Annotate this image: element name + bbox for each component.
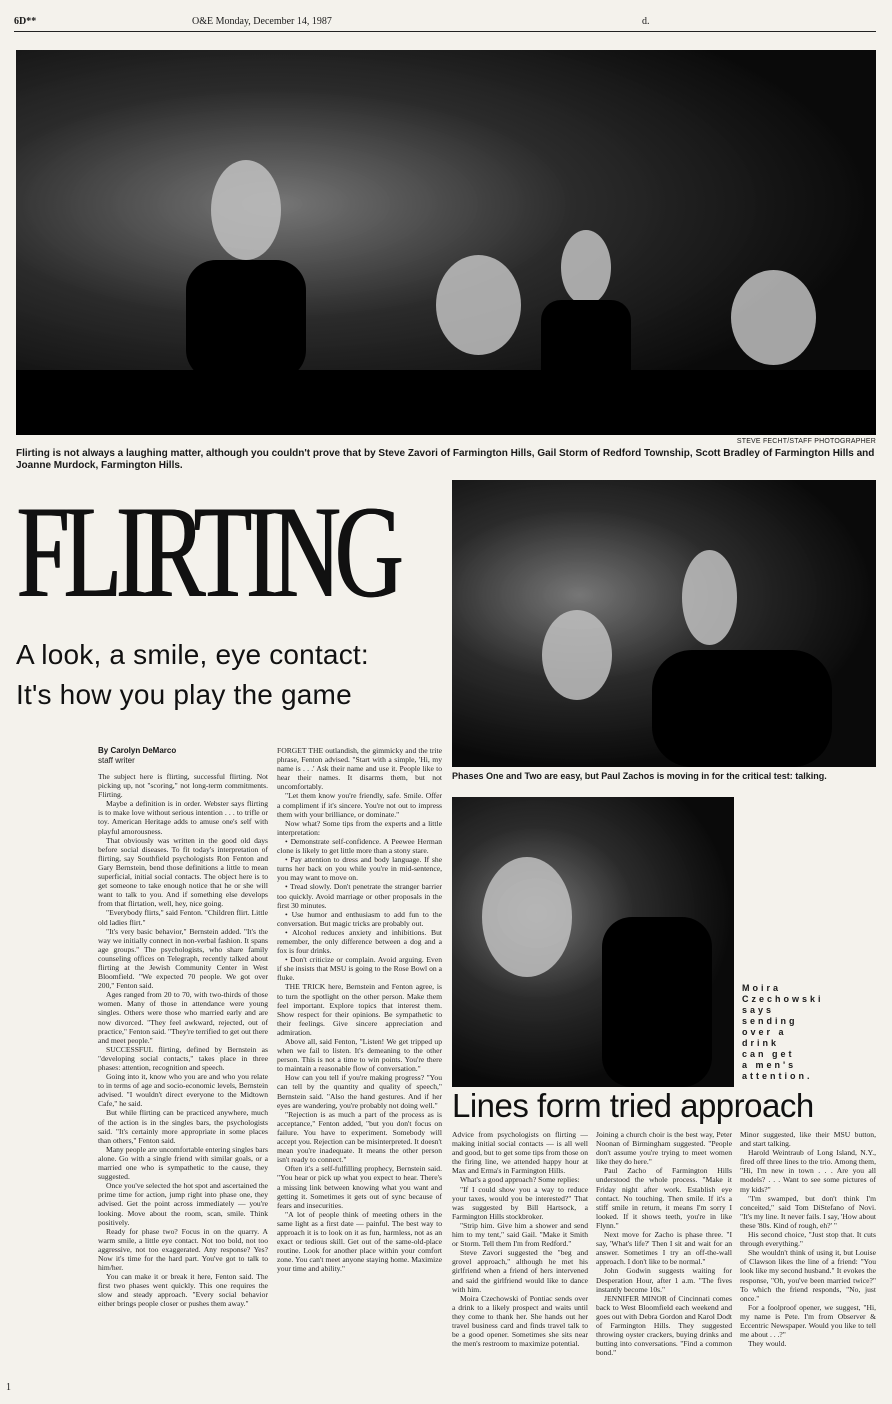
headline-deck-2: It's how you play the game — [16, 679, 352, 710]
article-paragraph: Joining a church choir is the best way, Peter Noonan of Birmingham suggested. "People don't assume you're trying to meet women like they do here." — [596, 1130, 732, 1167]
article-paragraph: "A lot of people think of meeting others in the same light as a first date — painful. The best way to approach it is to look on it as fun, harmless, not as an exact or tedious skill. Get out of the same-old-place routine. Look for another place within your comfort zone. You can't meet anyone staying home. Maximize your time and ability." — [277, 1209, 442, 1274]
headline-deck-1: A look, a smile, eye contact: — [16, 639, 369, 670]
byline — [98, 746, 268, 766]
article-paragraph: Advice from psychologists on flirting — making initial social contacts — is all well and good, but to get some tips from those on the firing line, we attended happy hour at Max and Erma's in Farmington Hills. — [452, 1130, 588, 1176]
date-line: O&E Monday, December 14, 1987 — [192, 16, 332, 27]
article-paragraph: Going into it, know who you are and who you relate to in terms of age and socio-economic levels, Bernstein advised. "I wouldn't direct everyone to the Midtown Cafe," he said. — [98, 1072, 268, 1109]
right-photo-caption: Phases One and Two are easy, but Paul Zachos is moving in for the critical test: talking. — [452, 771, 827, 781]
moira-photo — [452, 797, 734, 1087]
sidebar-column-1 — [452, 1130, 588, 1387]
article-paragraph: For a foolproof opener, we suggest, "Hi, my name is Pete. I'm from Observer & Eccentric Newspaper. Would you like to tell me about . . .?" — [740, 1302, 876, 1340]
article-paragraph: How can you tell if you're making progress? "You can tell by the quantity and quality of speech," Bernstein said. "Also the hand gestures. And if her eyes are wandering, you're probably not doing well." — [277, 1073, 442, 1110]
page-mark: d. — [642, 16, 650, 27]
article-paragraph: THE TRICK here, Bernstein and Fenton agree, is to turn the spotlight on the other person. Make them feel important. Explore topics that interest them. Show respect for their opinions. Be sympathetic to their feelings. Give sincere appreciation and admiration. — [277, 982, 442, 1037]
headline-title: FLIRTING — [16, 478, 398, 625]
top-photo-caption: Flirting is not always a laughing matter, although you couldn't prove that by Steve Zavori of Farmington Hills, Gail Storm of Redford Township, Scott Bradley of Farmington Hills and Joanne Murdock, Farmington Hills. — [16, 448, 875, 471]
article-paragraph: • Use humor and enthusiasm to add fun to the conversation. But magic tricks are probably out. — [277, 909, 442, 928]
article-paragraph: Above all, said Fenton, "Listen! We get tripped up when we fail to listen. It's demeaning to the other person. This is not a time to win points. You're there to maintain a reasonable flow of conversation." — [277, 1037, 442, 1074]
article-paragraph: Moira Czechowski of Pontiac sends over a drink to a likely prospect and waits until they come to thank her. She hands out her travel business card and finds travel talk to be a good opener. Sometimes she sits near the men's restroom to maximize potential. — [452, 1293, 588, 1349]
masthead — [14, 16, 876, 30]
article-paragraph: Maybe a definition is in order. Webster says flirting is to make love without serious intention . . . to trifle or toy. American Heritage adds to amuse one's self with playful amorousness. — [98, 799, 268, 836]
article-paragraph: SUCCESSFUL flirting, defined by Bernstein as "developing social contacts," takes place in three phases: attention, recognition and speech. — [98, 1044, 268, 1072]
article-paragraph: That obviously was written in the good old days before social diseases. To fit today's interpretation of flirting, say Southfield psychologists Ron Fenton and Gary Bernstein, bend those definitions a little to mean superficial, initial social contacts. The object here is to get someone to take enough notice that he or she will want to talk to you. And if something else develops from that flirtation, well, hey, nice going. — [98, 835, 268, 909]
article-column-1 — [98, 772, 268, 1387]
article-paragraph: Steve Zavori suggested the "beg and grovel approach," although he met his girlfriend when a friend of hers intervened and said the girlfriend would like to dance with him. — [452, 1248, 588, 1294]
masthead-rule — [14, 31, 876, 32]
article-paragraph: His second choice, "Just stop that. It cuts through everything." — [740, 1230, 876, 1249]
article-paragraph: • Demonstrate self-confidence. A Peewee Herman clone is likely to get little more than a stony stare. — [277, 836, 442, 856]
article-paragraph: Many people are uncomfortable entering singles bars alone. Go with a single friend with similar goals, or a married one who is sympathetic to the cause, they suggested. — [98, 1144, 268, 1182]
article-paragraph: John Godwin suggests waiting for Desperation Hour, after 1 a.m. "The fives instantly become 10s." — [596, 1266, 732, 1294]
article-paragraph: "Everybody flirts," said Fenton. "Children flirt. Little old ladies flirt." — [98, 908, 268, 927]
article-paragraph: FORGET THE outlandish, the gimmicky and the trite phrase, Fenton advised. "Start with a simple, 'Hi, my name is . . .' Ask their name and use it. People like to hear their names. It disarms them, but not uncomfortably. — [277, 746, 442, 792]
article-paragraph: Next move for Zacho is phase three. "I say, 'What's life?' Then I sit and wait for an answer. Sometimes I try an off-the-wall approach. I don't like to be normal." — [596, 1230, 732, 1267]
section-label: 6D** — [14, 16, 37, 27]
article-paragraph: Often it's a self-fulfilling prophecy, Bernstein said. "You hear or pick up what you expect to hear. There's a missing link between knowing what you want and getting it. Sometimes it gets out of sync because of fears and insecurities. — [277, 1164, 442, 1210]
moira-caption: Moira Czechowski says sending over a drink can get a men's attention. — [742, 983, 824, 1081]
article-paragraph: • Don't criticize or complain. Avoid arguing. Even if she insists that MSU is going to the Rose Bowl on a fluke. — [277, 955, 442, 983]
article-paragraph: Harold Weintraub of Long Island, N.Y., fired off three lines to the trio. Among them, "Hi, I'm new in town . . . Are you all models? . . . Want to see some pictures of my kids?" — [740, 1148, 876, 1194]
article-paragraph: "Strip him. Give him a shower and send him to my tent," said Gail. "Make it Smith or Storm. Tell them I'm from Redford." — [452, 1220, 588, 1249]
article-paragraph: You can make it or break it here, Fenton said. The first two phases went quickly. This one requires the slow and steady approach. "Every social behavior either brings people closer or pushes them away." — [98, 1272, 268, 1309]
article-paragraph: What's a good approach? Some replies: — [460, 1175, 580, 1185]
article-paragraph: • Tread slowly. Don't penetrate the stranger barrier too quickly. Avoid marriage or other proposals in the first 30 minutes. — [277, 882, 442, 910]
photo-credit: STEVE FECHT/STAFF PHOTOGRAPHER — [736, 438, 876, 445]
article-paragraph: "If I could show you a way to reduce your taxes, would you be interested?" That was suggested by Bill Hartsock, a Farmington Hills stockbroker. — [452, 1184, 588, 1221]
top-photo — [16, 50, 876, 435]
article-paragraph: Ages ranged from 20 to 70, with two-thirds of those women. Many of those in attendance were young singles. Others were those who married early and are now divorced. "They feel awkward, rejected, out of practice," Fenton said. "They're terrified to get out there and meet people." — [98, 990, 268, 1045]
article-paragraph: Once you've selected the hot spot and ascertained the prime time for action, jump right into phase one, they advised. Get the point across immediately — you're looking. Move about the room, scan, smile. Think positively. — [98, 1181, 268, 1227]
article-paragraph: JENNIFER MINOR of Cincinnati comes back to West Bloomfield each weekend and goes out with Debra Gordon and Karol Dodt of Farmington Hills. They suggested throwing oyster crackers, buying drinks and butting into conversations. "Find a common bond." — [596, 1293, 732, 1358]
article-paragraph: Now what? Some tips from the experts and a little interpretation: — [277, 818, 442, 837]
article-paragraph: They would. — [748, 1339, 787, 1349]
article-paragraph: • Pay attention to dress and body language. If she turns her back on you while you're in mid-sentence, you may want to move on. — [277, 855, 442, 883]
article-paragraph: The subject here is flirting, successful flirting. Not picking up, not "scoring," not long-term commitments. Flirting. — [98, 772, 268, 800]
sidebar-headline: Lines form tried approach — [452, 1087, 814, 1124]
byline-author: By Carolyn DeMarco — [98, 746, 177, 755]
byline-role: staff writer — [98, 756, 135, 765]
article-paragraph: "Let them know you're friendly, safe. Smile. Offer a compliment if it's sincere. You're not out to impress them with your brilliance, or dominate." — [277, 791, 442, 819]
article-paragraph: "I'm swamped, but don't think I'm conceited," said Tom DiStefano of Novi. "It's my line. It never fails. I say, 'How about these '80s. Kind of rough, eh?' " — [740, 1193, 876, 1230]
article-paragraph: • Alcohol reduces anxiety and inhibitions. But remember, the only difference between a dog and a fox is four drinks. — [277, 927, 442, 956]
article-paragraph: Minor suggested, like their MSU button, and start talking. — [740, 1130, 876, 1149]
footer-mark: 1 — [6, 1382, 11, 1393]
article-paragraph: Ready for phase two? Focus in on the quarry. A warm smile, a little eye contact. Not too bold, not too aggressive, not too exaggerated. Any response? Yes? Now it's time for the hard part. You've got to talk to him/her. — [98, 1226, 268, 1273]
article-paragraph: She wouldn't think of using it, but Louise of Clawson likes the line of a friend: "You look like my second husband." It evokes the response, "Oh, you've been married twice?" To which the friend responds, "No, just once." — [740, 1248, 876, 1303]
right-photo — [452, 480, 876, 767]
article-paragraph: But while flirting can be practiced anywhere, much of the action is in the singles bars, the psychologists said. "It's certainly more appropriate in some places than others," Fenton said. — [98, 1108, 268, 1145]
sidebar-column-3 — [740, 1130, 876, 1387]
article-paragraph: "Rejection is as much a part of the process as is acceptance," Fenton added, "but you don't focus on failure. You have to experiment. Somebody will accept you. Rejection can be misinterpreted. It doesn't mean you're inadequate. It means the other person isn't ready to connect." — [277, 1109, 442, 1165]
article-paragraph: Paul Zacho of Farmington Hills understood the whole process. "Make it Friday night after work. Establish eye contact. No touching. Then smile. If it's a stiff smile in return, it means I'm sorry I looked. If it shows teeth, you're in like Flynn." — [596, 1166, 732, 1230]
article-column-2 — [277, 746, 442, 1387]
article-paragraph: "It's very basic behavior," Bernstein added. "It's the way we initially connect in non-verbal fashion. It spans age groups." The psychologists, who share family counseling offices on Telegraph, recently talked about flirting at the Jewish Community Center in West Bloomfield. "We expected 70 people. We got over 200," Fenton said. — [98, 926, 268, 991]
sidebar-column-2 — [596, 1130, 732, 1387]
